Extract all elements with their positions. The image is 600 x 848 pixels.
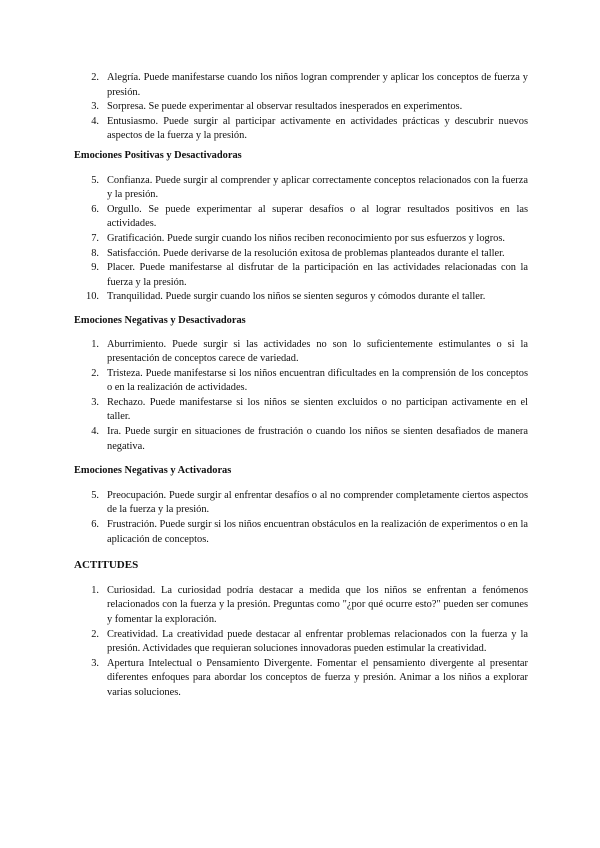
list-item: [74, 584, 528, 628]
item-text: Tranquilidad. Puede surgir cuando los niños se sienten seguros y cómodos durante el taller.: [107, 291, 486, 303]
list-item: [74, 657, 528, 701]
list-item: [74, 338, 528, 367]
list-item: [74, 261, 528, 290]
item-text: Gratificación. Puede surgir cuando los niños reciben reconocimiento por sus esfuerzos y logros.: [107, 232, 506, 244]
list-item: [74, 174, 528, 203]
item-number: 3.: [91, 396, 99, 408]
item-number: 2.: [91, 628, 99, 640]
list-item: [74, 628, 528, 657]
item-text: Placer. Puede manifestarse al disfrutar de la participación en las actividades relacionadas con la fuerza y la presión.: [107, 262, 528, 288]
section-heading-positive-deactivating: Emociones Positivas y Desactivadoras: [74, 149, 242, 161]
item-number: 1.: [91, 338, 99, 350]
list-item: [74, 367, 528, 396]
item-text: Aburrimiento. Puede surgir si las actividades no son lo suficientemente estimulantes o si la presentación de conceptos carece de variedad.: [107, 338, 528, 365]
item-text: Apertura Intelectual o Pensamiento Divergente. Fomentar el pensamiento divergente al presentar diferentes enfoques para abordar los conceptos de fuerza y presión. Animar a los niños a explorar varias soluciones.: [107, 657, 528, 698]
item-number: 2.: [91, 367, 99, 379]
item-text: Curiosidad. La curiosidad podría destacar a medida que los niños se enfrentan a fenómenos relacionados con la fuerza y la presión. Preguntas como "¿por qué ocurre esto?" pueden ser comunes y fomentar la exploración.: [107, 584, 528, 625]
list-item: [74, 396, 528, 425]
item-text: Tristeza. Puede manifestarse si los niños encuentran dificultades en la comprensión de los conceptos o en la realización de actividades.: [107, 367, 528, 394]
list-item: [74, 232, 528, 247]
item-number: 1.: [91, 584, 99, 596]
list-item: [74, 290, 528, 305]
list-item: [74, 247, 528, 262]
item-number: 3.: [91, 657, 99, 669]
section-heading-attitudes: ACTITUDES: [74, 559, 139, 572]
item-number: 6.: [91, 519, 99, 531]
item-text: Alegría. Puede manifestarse cuando los niños logran comprender y aplicar los conceptos de fuerza y presión.: [107, 72, 528, 98]
list-item: [74, 203, 528, 232]
item-text: Entusiasmo. Puede surgir al participar activamente en actividades prácticas y descubrir nuevos aspectos de la fuerza y la presión.: [107, 115, 528, 142]
item-text: Confianza. Puede surgir al comprender y aplicar correctamente conceptos relacionados con la fuerza y la presión.: [107, 174, 528, 201]
item-number: 5.: [91, 174, 99, 186]
attitudes-list: [74, 584, 528, 701]
list-item: [74, 115, 528, 144]
item-number: 10.: [86, 291, 99, 303]
item-text: Preocupación. Puede surgir al enfrentar desafíos o al no comprender completamente ciertos aspectos de la fuerza y la presión.: [107, 489, 528, 516]
item-number: 8.: [91, 247, 99, 259]
item-text: Ira. Puede surgir en situaciones de frustración o cuando los niños se sienten desafiados de manera negativa.: [107, 426, 528, 452]
document-body: [74, 71, 528, 701]
item-text: Frustración. Puede surgir si los niños encuentran obstáculos en la realización de experimentos o en la aplicación de conceptos.: [107, 519, 528, 545]
item-number: 9.: [91, 262, 99, 274]
item-number: 5.: [91, 489, 99, 501]
negative-deactivating-list: [74, 338, 528, 455]
item-text: Sorpresa. Se puede experimentar al observar resultados inesperados en experimentos.: [107, 101, 463, 113]
item-text: Creatividad. La creatividad puede destacar al enfrentar problemas relacionados con la fuerza y la presión. Actividades que requieran soluciones innovadoras pueden estimular la creatividad.: [107, 628, 528, 655]
item-number: 7.: [91, 232, 99, 244]
list-item: [74, 100, 528, 115]
list-item: [74, 489, 528, 518]
item-text: Orgullo. Se puede experimentar al superar desafíos o al lograr resultados positivos en las actividades.: [107, 203, 528, 230]
item-text: Rechazo. Puede manifestarse si los niños se sienten excluidos o no participan activamente en el taller.: [107, 396, 528, 423]
list-item: [74, 425, 528, 454]
intro-emotion-list: [74, 71, 528, 144]
positive-deactivating-list: [74, 174, 528, 305]
section-heading-negative-deactivating: Emociones Negativas y Desactivadoras: [74, 314, 246, 326]
item-number: 6.: [91, 203, 99, 215]
item-number: 4.: [91, 426, 99, 438]
item-number: 3.: [91, 101, 99, 113]
item-number: 4.: [91, 115, 99, 127]
list-item: [74, 71, 528, 100]
item-text: Satisfacción. Puede derivarse de la resolución exitosa de problemas planteados durante el taller.: [107, 247, 505, 259]
negative-activating-list: [74, 489, 528, 547]
section-heading-negative-activating: Emociones Negativas y Activadoras: [74, 465, 232, 477]
item-number: 2.: [91, 72, 99, 83]
list-item: [74, 518, 528, 547]
